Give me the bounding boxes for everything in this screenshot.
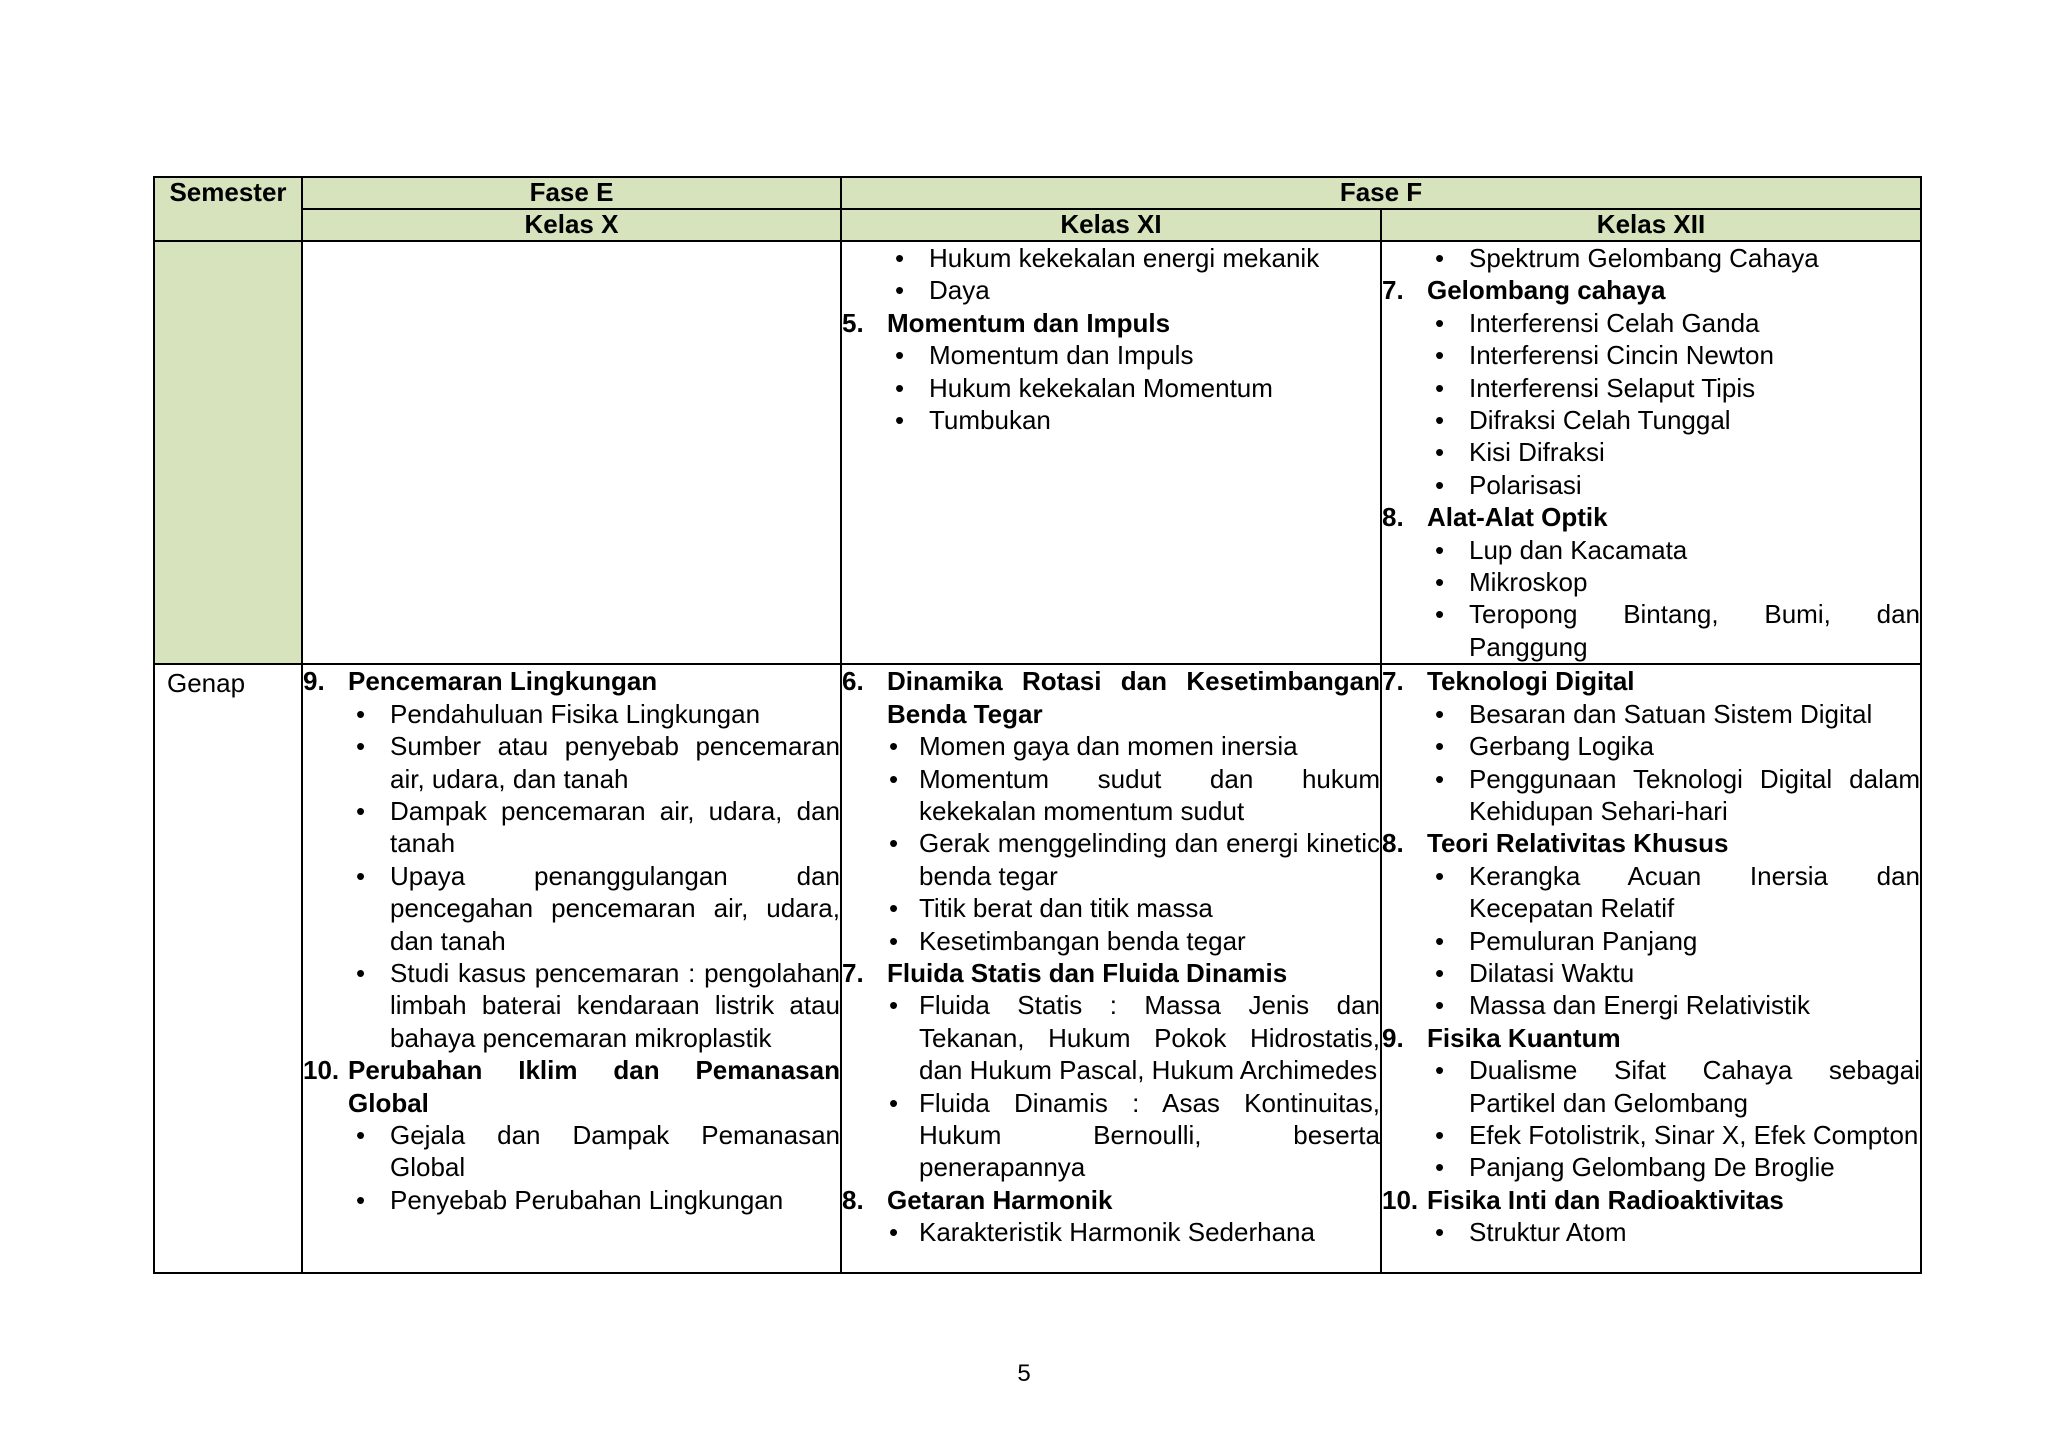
subtopic-text: Hukum kekekalan energi mekanik (929, 243, 1320, 273)
topic-number: 5. (842, 307, 864, 338)
topic-item (842, 242, 1380, 307)
topic-number: 9. (1382, 1022, 1404, 1053)
subtopic-text: Interferensi Celah Ganda (1469, 307, 1760, 338)
subtopic-list (842, 242, 1380, 307)
topic-item (842, 665, 1380, 957)
bullet-icon: • (1435, 243, 1445, 273)
topic-list (1382, 242, 1920, 663)
subtopic-list (842, 339, 1380, 436)
bullet-icon: • (1435, 437, 1445, 468)
bullet-icon: • (895, 243, 905, 273)
topic-number: 8. (1382, 828, 1404, 859)
subtopic-item (887, 404, 1380, 436)
subtopic-text: Kerangka Acuan Inersia dan Kecepatan Relatif (1469, 860, 1920, 924)
subtopic-text: Sumber atau penyebab pencemaran air, udara, dan tanah (390, 731, 840, 794)
topic-number: 8. (1382, 502, 1404, 533)
subtopic-item (1427, 242, 1920, 274)
fase-f-header: Fase F (841, 177, 1921, 209)
semester-cell-row1 (154, 241, 302, 664)
subtopic-text: Titik berat dan titik massa (919, 893, 1213, 924)
topic-title: Fisika Inti dan Radioaktivitas (1427, 1184, 1784, 1215)
subtopic-list (1382, 698, 1920, 828)
subtopic-text: Massa dan Energi Relativistik (1469, 990, 1811, 1021)
topic-title: Teknologi Digital (1427, 666, 1635, 697)
topic-item (1382, 665, 1920, 827)
bullet-icon: • (356, 1184, 366, 1215)
topic-number: 7. (1382, 666, 1404, 697)
subtopic-text: Difraksi Celah Tunggal (1469, 405, 1731, 436)
subtopic-item (887, 730, 1380, 762)
subtopic-text: Kesetimbangan benda tegar (919, 925, 1246, 956)
bullet-icon: • (1435, 567, 1445, 598)
subtopic-text: Panjang Gelombang De Broglie (1469, 1152, 1835, 1183)
topic-heading (1382, 501, 1920, 533)
topic-list (842, 242, 1380, 436)
topic-item (842, 957, 1380, 1184)
bullet-icon: • (1435, 1055, 1445, 1086)
topic-item (842, 1184, 1380, 1249)
subtopic-text: Polarisasi (1469, 469, 1582, 500)
subtopic-text: Daya (929, 275, 990, 306)
bullet-icon: • (1435, 599, 1445, 630)
bullet-icon: • (1435, 405, 1445, 436)
kelas-xii-cell-row1 (1381, 241, 1921, 664)
bullet-icon: • (1435, 1217, 1445, 1248)
bullet-icon: • (889, 731, 899, 762)
subtopic-item (348, 698, 840, 730)
bullet-icon: • (1435, 990, 1445, 1021)
topic-title: Fluida Statis dan Fluida Dinamis (887, 957, 1288, 988)
topic-heading (1382, 274, 1920, 306)
subtopic-list (303, 1119, 840, 1216)
subtopic-text: Fluida Dinamis : Asas Kontinuitas, Hukum Bernoulli, beserta penerapannya (919, 1087, 1380, 1183)
subtopic-list (303, 698, 840, 1054)
subtopic-item (887, 925, 1380, 957)
subtopic-list (842, 989, 1380, 1183)
kelas-x-header: Kelas X (302, 209, 841, 241)
subtopic-text: Spektrum Gelombang Cahaya (1469, 243, 1819, 273)
subtopic-text: Fluida Statis : Massa Jenis dan Tekanan, Hukum Pokok Hidrostatis, dan Hukum Pascal, Hukum Archimedes (919, 990, 1380, 1086)
bullet-icon: • (1435, 925, 1445, 956)
topic-title: Getaran Harmonik (887, 1184, 1113, 1215)
subtopic-item (348, 1184, 840, 1216)
bullet-icon: • (356, 957, 366, 988)
bullet-icon: • (356, 1119, 366, 1150)
topic-number: 7. (842, 957, 864, 988)
subtopic-text: Interferensi Cincin Newton (1469, 340, 1774, 371)
topic-heading (1382, 827, 1920, 859)
topic-title: Perubahan Iklim dan Pemanasan Global (348, 1055, 840, 1118)
subtopic-text: Momen gaya dan momen inersia (919, 731, 1298, 762)
subtopic-text: Karakteristik Harmonik Sederhana (919, 1217, 1315, 1248)
topic-heading (1382, 1184, 1920, 1216)
subtopic-text: Tumbukan (929, 405, 1051, 436)
subtopic-text: Lup dan Kacamata (1469, 534, 1688, 565)
fase-e-header: Fase E (302, 177, 841, 209)
bullet-icon: • (1435, 1119, 1445, 1150)
subtopic-text: Gerak menggelinding dan energi kinetic benda tegar (919, 828, 1380, 891)
subtopic-list (842, 1216, 1380, 1248)
bullet-icon: • (356, 795, 366, 826)
bullet-icon: • (356, 731, 366, 762)
topic-title: Pencemaran Lingkungan (348, 666, 658, 697)
bullet-icon: • (889, 893, 899, 924)
subtopic-item (1427, 1119, 1920, 1151)
subtopic-item (887, 892, 1380, 924)
topic-number: 10. (1382, 1184, 1419, 1215)
subtopic-item (887, 339, 1380, 371)
topic-heading (1382, 665, 1920, 697)
subtopic-item (887, 763, 1380, 828)
subtopic-list (1382, 534, 1920, 664)
bullet-icon: • (889, 763, 899, 794)
subtopic-text: Penyebab Perubahan Lingkungan (390, 1184, 784, 1215)
topic-item (1382, 1022, 1920, 1184)
subtopic-item (1427, 469, 1920, 501)
subtopic-item (887, 1087, 1380, 1184)
topic-number: 9. (303, 666, 325, 697)
subtopic-item (887, 827, 1380, 892)
bullet-icon: • (1435, 731, 1445, 762)
bullet-icon: • (1435, 763, 1445, 794)
subtopic-text: Besaran dan Satuan Sistem Digital (1469, 698, 1873, 729)
bullet-icon: • (1435, 469, 1445, 500)
topic-item (1382, 827, 1920, 1021)
kelas-xii-cell-row2 (1381, 664, 1921, 1273)
subtopic-item (1427, 436, 1920, 468)
topic-heading (842, 665, 1380, 730)
topic-item (303, 1054, 840, 1216)
kelas-x-cell-row1 (302, 241, 841, 664)
subtopic-list (1382, 1216, 1920, 1248)
topic-item (1382, 1184, 1920, 1249)
subtopic-text: Momentum dan Impuls (929, 340, 1194, 371)
subtopic-text: Upaya penanggulangan dan pencegahan pencemaran air, udara, dan tanah (390, 860, 840, 956)
bullet-icon: • (1435, 860, 1445, 891)
subtopic-item (1427, 1216, 1920, 1248)
curriculum-table (153, 176, 1922, 1274)
subtopic-text: Momentum sudut dan hukum kekekalan momentum sudut (919, 763, 1380, 826)
topic-title: Alat-Alat Optik (1427, 502, 1608, 533)
subtopic-item (348, 795, 840, 860)
subtopic-item (1427, 1054, 1920, 1119)
bullet-icon: • (1435, 307, 1445, 338)
bullet-icon: • (895, 340, 905, 371)
topic-title: Fisika Kuantum (1427, 1022, 1621, 1053)
bullet-icon: • (1435, 340, 1445, 371)
topic-item (303, 665, 840, 1054)
subtopic-item (1427, 1151, 1920, 1183)
subtopic-item (348, 860, 840, 957)
subtopic-text: Pemuluran Panjang (1469, 925, 1698, 956)
topic-title: Momentum dan Impuls (887, 307, 1171, 338)
topic-list (842, 665, 1380, 1248)
bullet-icon: • (889, 1087, 899, 1118)
bullet-icon: • (889, 828, 899, 859)
topic-number: 7. (1382, 275, 1404, 306)
subtopic-text: Dualisme Sifat Cahaya sebagai Partikel dan Gelombang (1469, 1055, 1920, 1118)
subtopic-item (1427, 372, 1920, 404)
bullet-icon: • (356, 860, 366, 891)
subtopic-item (1427, 957, 1920, 989)
subtopic-text: Kisi Difraksi (1469, 437, 1605, 468)
subtopic-item (887, 989, 1380, 1086)
topic-number: 10. (303, 1055, 340, 1086)
topic-list (1382, 665, 1920, 1248)
topic-title: Teori Relativitas Khusus (1427, 828, 1729, 859)
subtopic-item (887, 1216, 1380, 1248)
subtopic-text: Studi kasus pencemaran : pengolahan limbah baterai kendaraan listrik atau bahaya pencemaran mikroplastik (390, 957, 840, 1053)
subtopic-text: Interferensi Selaput Tipis (1469, 372, 1756, 403)
bullet-icon: • (1435, 698, 1445, 729)
subtopic-list (842, 730, 1380, 957)
bullet-icon: • (889, 990, 899, 1021)
subtopic-text: Penggunaan Teknologi Digital dalam Kehidupan Sehari-hari (1469, 763, 1920, 826)
subtopic-item (348, 730, 840, 795)
subtopic-item (348, 957, 840, 1054)
topic-number: 6. (842, 666, 864, 697)
subtopic-text: Struktur Atom (1469, 1217, 1627, 1248)
topic-heading (842, 1184, 1380, 1216)
topic-item (1382, 242, 1920, 274)
subtopic-item (1427, 566, 1920, 598)
subtopic-text: Mikroskop (1469, 567, 1588, 598)
subtopic-item (1427, 339, 1920, 371)
bullet-icon: • (1435, 534, 1445, 565)
subtopic-text: Dampak pencemaran air, udara, dan tanah (390, 795, 840, 859)
topic-item (1382, 501, 1920, 663)
kelas-xi-cell-row2 (841, 664, 1381, 1273)
subtopic-text: Gejala dan Dampak Pemanasan Global (390, 1119, 840, 1183)
topic-heading (303, 1054, 840, 1119)
subtopic-item (1427, 730, 1920, 762)
topic-heading (1382, 1022, 1920, 1054)
subtopic-list (1382, 860, 1920, 1022)
subtopic-item (1427, 698, 1920, 730)
subtopic-text: Efek Fotolistrik, Sinar X, Efek Compton (1469, 1119, 1919, 1150)
bullet-icon: • (356, 698, 366, 729)
topic-list (303, 665, 840, 1216)
bullet-icon: • (895, 405, 905, 436)
subtopic-text: Teropong Bintang, Bumi, dan Panggung (1469, 599, 1920, 662)
subtopic-list (1382, 1054, 1920, 1184)
bullet-icon: • (895, 275, 905, 306)
subtopic-item (1427, 925, 1920, 957)
bullet-icon: • (889, 1217, 899, 1248)
topic-heading (842, 307, 1380, 339)
semester-cell-row2: Genap (154, 664, 302, 1273)
topic-title: Gelombang cahaya (1427, 275, 1666, 306)
topic-heading (303, 665, 840, 697)
bullet-icon: • (1435, 372, 1445, 403)
subtopic-item (1427, 598, 1920, 663)
subtopic-item (1427, 307, 1920, 339)
topic-item (842, 307, 1380, 437)
kelas-xi-cell-row1 (841, 241, 1381, 664)
bullet-icon: • (1435, 957, 1445, 988)
topic-number: 8. (842, 1184, 864, 1215)
kelas-xii-header: Kelas XII (1381, 209, 1921, 241)
topic-title: Dinamika Rotasi dan Kesetimbangan Benda Tegar (887, 666, 1380, 729)
subtopic-item (1427, 860, 1920, 925)
kelas-x-cell-row2 (302, 664, 841, 1273)
subtopic-text: Dilatasi Waktu (1469, 957, 1635, 988)
semester-header: Semester (154, 177, 302, 241)
subtopic-item (1427, 763, 1920, 828)
subtopic-list (1382, 242, 1920, 274)
subtopic-item (887, 274, 1380, 306)
page-number: 5 (1017, 1360, 1031, 1387)
subtopic-item (887, 372, 1380, 404)
topic-item (1382, 274, 1920, 501)
topic-heading (842, 957, 1380, 989)
subtopic-text: Gerbang Logika (1469, 731, 1655, 762)
subtopic-item (887, 242, 1380, 274)
subtopic-item (1427, 404, 1920, 436)
bullet-icon: • (1435, 1152, 1445, 1183)
subtopic-text: Hukum kekekalan Momentum (929, 372, 1273, 403)
subtopic-list (1382, 307, 1920, 501)
subtopic-item (1427, 534, 1920, 566)
kelas-xi-header: Kelas XI (841, 209, 1381, 241)
subtopic-item (348, 1119, 840, 1184)
subtopic-text: Pendahuluan Fisika Lingkungan (390, 698, 761, 729)
bullet-icon: • (889, 925, 899, 956)
subtopic-item (1427, 989, 1920, 1021)
bullet-icon: • (895, 372, 905, 403)
